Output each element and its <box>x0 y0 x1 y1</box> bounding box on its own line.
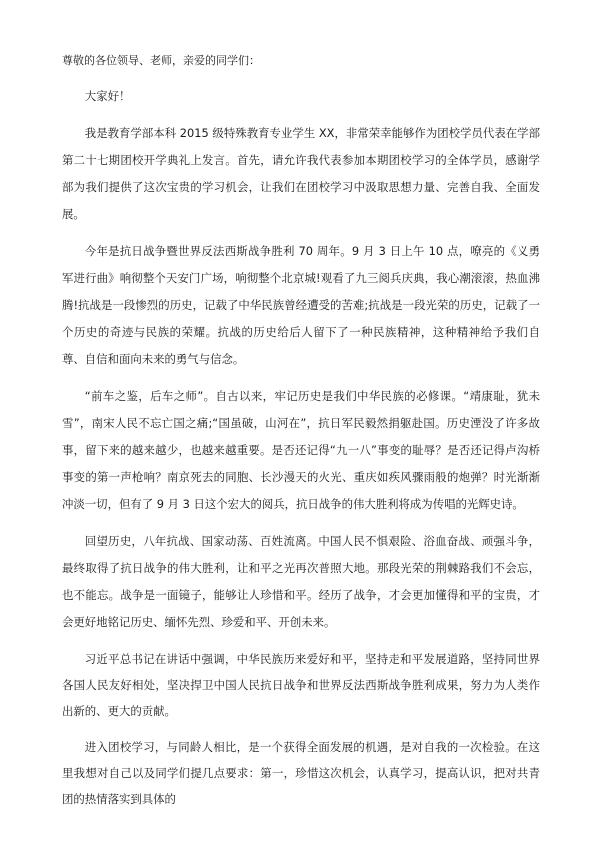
salutation: 尊敬的各位领导、老师，亲爱的同学们： <box>62 54 260 67</box>
history-lesson-paragraph: “前车之鉴，后车之师”。自古以来，牢记历史是我们中华民族的必修课。“靖康耻，犹未雪”，南宋人民不忘亡国之痛;“国虽破，山河在”，抗日军民毅然捐躯赴国。历史湮没了许多故事，留下来的越来越少，也越来越重要。是否还记得“九一八”事变的耻辱？是否还记得卢沟桥事变的第一声枪响？南京死去的同胞、长沙漫天的火光、重庆如疾风骤雨般的炮弹？时光渐渐冲淡一切，但有了 9 月 3 日这个宏大的阅兵，抗日战争的伟大胜利将成为传唱的光辉史诗。 <box>62 389 540 511</box>
intro-paragraph: 我是教育学部本科 2015 级特殊教育专业学生 XX，非常荣幸能够作为团校学员代表在学部第二十七期团校开学典礼上发言。首先，请允许我代表参加本期团校学习的全体学员，感谢学部为我们提供了这次宝贵的学习机会，让我们在团校学习中汲取思想力量、完善自我、全面发展。 <box>62 126 540 221</box>
xi-speech-paragraph: 习近平总书记在讲话中强调，中华民族历来爱好和平，坚持走和平发展道路，坚持同世界各国人民友好相处，坚决捍卫中国人民抗日战争和世界反法西斯战争胜利成果，努力为人类作出新的、更大的贡献。 <box>62 652 540 718</box>
requirements-paragraph: 进入团校学习，与同龄人相比，是一个获得全面发展的机遇，是对自我的一次检验。在这里我想对自己以及同学们提几点要求：第一，珍惜这次机会，认真学习，提高认识，把对共青团的热情落实到具体的 <box>62 740 540 806</box>
greeting-paragraph: 大家好！ <box>84 89 131 103</box>
anniversary-paragraph: 今年是抗日战争暨世界反法西斯战争胜利 70 周年。9 月 3 日上午 10 点，嘹亮的《义勇军进行曲》响彻整个天安门广场，响彻整个北京城!观看了九三阅兵庆典，我心潮滚滚，热血沸腾!抗战是一段惨烈的历史，记载了中华民族曾经遭受的苦难;抗战是一段光荣的历史，记载了一个历史的奇迹与民族的荣耀。抗战的历史给后人留下了一种民族精神，这种精神给予我们自尊、自信和面向未来的勇气与信念。 <box>62 244 540 366</box>
peace-paragraph: 回望历史，八年抗战、国家动荡、百姓流离。中国人民不惧艰险、浴血奋战、顽强斗争，最终取得了抗日战争的伟大胜利，让和平之光再次普照大地。那段光荣的荆棘路我们不会忘，也不能忘。战争是一面镜子，能够让人珍惜和平。经历了战争，才会更加懂得和平的宝贵，才会更好地铭记历史、缅怀先烈、珍爱和平、开创未来。 <box>62 534 540 629</box>
